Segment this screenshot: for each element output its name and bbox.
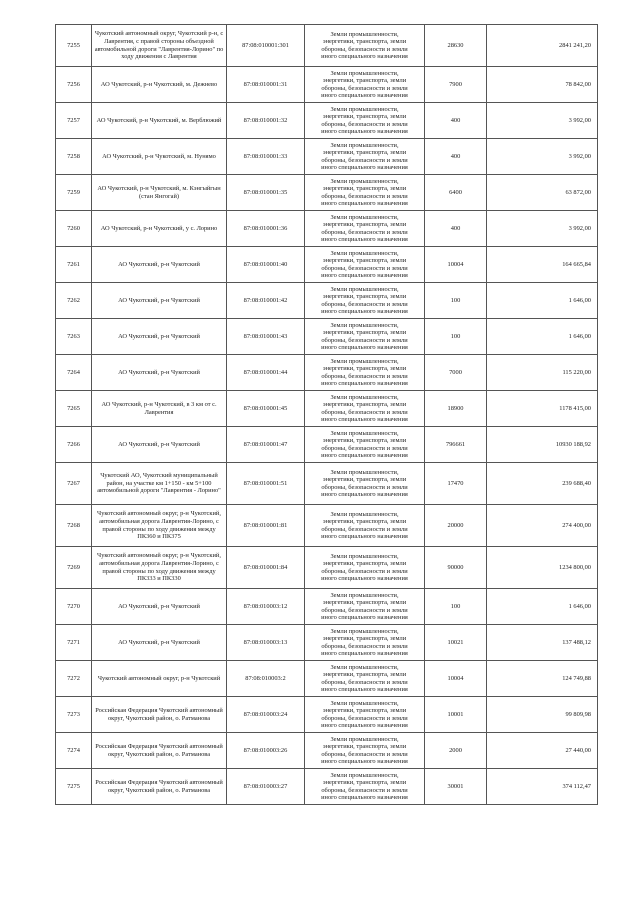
cadastral-cost-cell: 3 992,00 [487,139,598,175]
address-cell: АО Чукотский, р-н Чукотский, м. Нунямо [92,139,227,175]
land-category-line: иного специального назначения [321,91,408,99]
cadastral-cost-cell: 374 112,47 [487,769,598,805]
land-category-line: иного специального назначения [321,613,408,621]
address-cell: Чукотский автономный округ, р-н Чукотский [92,661,227,697]
row-number: 7272 [56,661,92,697]
table-row [56,355,598,391]
cadastral-number-cell: 87:08:010001:45 [227,391,305,427]
table-row [56,625,598,661]
row-number: 7257 [56,103,92,139]
row-number: 7264 [56,355,92,391]
address-cell: АО Чукотский, р-н Чукотский [92,427,227,463]
address-cell: Российская Федерация Чукотский автономный округ, Чукотский район, о. Ратманова [92,769,227,805]
cadastral-cost-cell: 27 440,00 [487,733,598,769]
land-category-line: обороны, безопасности и земли [321,714,408,722]
row-number: 7275 [56,769,92,805]
row-number: 7260 [56,211,92,247]
land-category-line: Земли промышленности, [330,321,399,329]
land-category-line: иного специального назначения [321,685,408,693]
land-category-line: энергетики, транспорта, земли [322,476,407,484]
cadastral-cost-cell: 3 992,00 [487,103,598,139]
area-cell: 30001 [425,769,487,805]
land-category-line: энергетики, транспорта, земли [322,149,407,157]
cadastral-number-cell: 87:08:010001:81 [227,505,305,547]
land-category-line: обороны, безопасности и земли [321,156,408,164]
land-category-line: энергетики, транспорта, земли [322,518,407,526]
area-cell: 18900 [425,391,487,427]
area-cell: 796661 [425,427,487,463]
cadastral-number-cell: 87:08:010003:2 [227,661,305,697]
table-row [56,697,598,733]
land-category-line: иного специального назначения [321,649,408,657]
land-category-line: Земли промышленности, [330,663,399,671]
address-cell: АО Чукотский, р-н Чукотский, м. Верблюжий [92,103,227,139]
cadastral-number-cell: 87:08:010001:84 [227,547,305,589]
land-category-line: Земли промышленности, [330,30,399,38]
cadastral-cost-cell: 2841 241,20 [487,25,598,67]
land-category-line: энергетики, транспорта, земли [322,329,407,337]
land-category-line: обороны, безопасности и земли [321,45,408,53]
table-row [56,103,598,139]
land-category-line: обороны, безопасности и земли [321,228,408,236]
land-category-line: Земли промышленности, [330,699,399,707]
land-category-cell [305,463,425,505]
land-category-line: иного специального назначения [321,199,408,207]
land-category-line: энергетики, транспорта, земли [322,38,407,46]
table-row [56,283,598,319]
row-number: 7274 [56,733,92,769]
land-category-line: Земли промышленности, [330,429,399,437]
area-cell: 400 [425,139,487,175]
land-category-line: Земли промышленности, [330,285,399,293]
row-number: 7271 [56,625,92,661]
cadastral-number-cell: 87:08:010001:51 [227,463,305,505]
cadastral-number-cell: 87:08:010001:42 [227,283,305,319]
area-cell: 17470 [425,463,487,505]
land-category-line: энергетики, транспорта, земли [322,707,407,715]
land-category-line: обороны, безопасности и земли [321,120,408,128]
address-cell: АО Чукотский, р-н Чукотский, м. Кэнгыйгын (стан Янгогай) [92,175,227,211]
row-number: 7268 [56,505,92,547]
land-category-line: Земли промышленности, [330,213,399,221]
cadastral-number-cell: 87:08:010001:44 [227,355,305,391]
land-category-cell [305,355,425,391]
land-category-line: иного специального назначения [321,574,408,582]
land-category-line: энергетики, транспорта, земли [322,113,407,121]
area-cell: 10001 [425,697,487,733]
land-category-line: иного специального назначения [321,343,408,351]
address-cell: Российская Федерация Чукотский автономный округ, Чукотский район, о. Ратманова [92,697,227,733]
land-category-line: энергетики, транспорта, земли [322,257,407,265]
row-number: 7261 [56,247,92,283]
land-category-cell [305,139,425,175]
land-category-line: иного специального назначения [321,532,408,540]
cadastral-cost-cell: 124 749,88 [487,661,598,697]
land-category-line: иного специального назначения [321,271,408,279]
land-category-cell [305,175,425,211]
cadastral-number-cell: 87:08:010001:47 [227,427,305,463]
table-row [56,505,598,547]
table-row [56,547,598,589]
area-cell: 400 [425,103,487,139]
land-category-line: энергетики, транспорта, земли [322,185,407,193]
cadastral-number-cell: 87:08:010003:12 [227,589,305,625]
cadastral-number-cell: 87:08:010001:35 [227,175,305,211]
area-cell: 400 [425,211,487,247]
row-number: 7263 [56,319,92,355]
cadastral-cost-cell: 137 488,12 [487,625,598,661]
address-cell: Чукотский АО, Чукотский муниципальный район, на участке км 1+150 - км 5+100 автомобильной дороги "Лаврентия - Лорино" [92,463,227,505]
address-cell: АО Чукотский, р-н Чукотский, в 3 км от с. Лаврентия [92,391,227,427]
land-category-line: Земли промышленности, [330,627,399,635]
cadastral-cost-cell: 1 646,00 [487,589,598,625]
land-category-line: обороны, безопасности и земли [321,483,408,491]
cadastral-number-cell: 87:08:010001:33 [227,139,305,175]
land-category-cell [305,103,425,139]
area-cell: 90000 [425,547,487,589]
address-cell: АО Чукотский, р-н Чукотский [92,589,227,625]
land-category-line: обороны, безопасности и земли [321,372,408,380]
land-category-line: энергетики, транспорта, земли [322,635,407,643]
land-category-line: обороны, безопасности и земли [321,786,408,794]
land-category-line: иного специального назначения [321,490,408,498]
land-category-cell [305,769,425,805]
area-cell: 100 [425,319,487,355]
area-cell: 6400 [425,175,487,211]
table-row [56,247,598,283]
land-category-line: Земли промышленности, [330,468,399,476]
land-category-line: обороны, безопасности и земли [321,678,408,686]
cadastral-cost-cell: 1178 415,00 [487,391,598,427]
cadastral-number-cell: 87:08:010003:24 [227,697,305,733]
address-cell: Чукотский автономный округ, р-н Чукотский, автомобильная дорога Лаврентия-Лорино, с правой стороны по ходу движения между ПК360 и ПК375 [92,505,227,547]
address-cell: АО Чукотский, р-н Чукотский [92,319,227,355]
table-body [56,25,598,805]
land-category-line: иного специального назначения [321,235,408,243]
cadastral-cost-cell: 1 646,00 [487,283,598,319]
row-number: 7267 [56,463,92,505]
land-category-line: Земли промышленности, [330,177,399,185]
land-category-line: обороны, безопасности и земли [321,525,408,533]
area-cell: 7000 [425,355,487,391]
land-category-line: обороны, безопасности и земли [321,444,408,452]
address-cell: Российская Федерация Чукотский автономный округ, Чукотский район, о. Ратманова [92,733,227,769]
cadastral-number-cell: 87:08:010001:32 [227,103,305,139]
land-category-line: Земли промышленности, [330,735,399,743]
area-cell: 10004 [425,247,487,283]
cadastral-number-cell: 87:08:010001:31 [227,67,305,103]
table-row [56,25,598,67]
area-cell: 20000 [425,505,487,547]
land-category-line: иного специального назначения [321,757,408,765]
table-row [56,769,598,805]
land-category-line: обороны, безопасности и земли [321,84,408,92]
land-category-line: иного специального назначения [321,163,408,171]
area-cell: 7900 [425,67,487,103]
land-category-line: иного специального назначения [321,52,408,60]
cadastral-number-cell: 87:08:010001:36 [227,211,305,247]
row-number: 7269 [56,547,92,589]
row-number: 7262 [56,283,92,319]
address-cell: АО Чукотский, р-н Чукотский [92,355,227,391]
address-cell: АО Чукотский, р-н Чукотский [92,283,227,319]
land-registry-sheet [55,24,597,805]
land-category-line: Земли промышленности, [330,249,399,257]
cadastral-cost-cell: 3 992,00 [487,211,598,247]
land-category-line: обороны, безопасности и земли [321,408,408,416]
land-category-line: обороны, безопасности и земли [321,192,408,200]
table-row [56,211,598,247]
land-category-line: иного специального назначения [321,379,408,387]
table-row [56,175,598,211]
land-category-line: энергетики, транспорта, земли [322,599,407,607]
land-category-line: энергетики, транспорта, земли [322,437,407,445]
area-cell: 2000 [425,733,487,769]
land-category-line: Земли промышленности, [330,141,399,149]
land-category-line: энергетики, транспорта, земли [322,293,407,301]
land-category-line: энергетики, транспорта, земли [322,671,407,679]
row-number: 7270 [56,589,92,625]
land-category-line: энергетики, транспорта, земли [322,401,407,409]
land-category-line: иного специального назначения [321,451,408,459]
cadastral-cost-cell: 63 872,00 [487,175,598,211]
cadastral-cost-cell: 274 400,00 [487,505,598,547]
land-category-line: Земли промышленности, [330,393,399,401]
land-category-line: иного специального назначения [321,721,408,729]
table-row [56,427,598,463]
table-row [56,391,598,427]
table-row [56,733,598,769]
land-category-cell [305,547,425,589]
row-number: 7266 [56,427,92,463]
land-category-cell [305,625,425,661]
land-category-line: иного специального назначения [321,415,408,423]
land-category-line: Земли промышленности, [330,105,399,113]
land-category-line: энергетики, транспорта, земли [322,743,407,751]
cadastral-number-cell: 87:08:010003:26 [227,733,305,769]
cadastral-cost-cell: 99 809,98 [487,697,598,733]
land-category-line: иного специального назначения [321,307,408,315]
land-category-cell [305,505,425,547]
land-category-line: обороны, безопасности и земли [321,567,408,575]
table-row [56,67,598,103]
area-cell: 10004 [425,661,487,697]
address-cell: АО Чукотский, р-н Чукотский, м. Дежнево [92,67,227,103]
land-category-cell [305,589,425,625]
row-number: 7265 [56,391,92,427]
land-category-cell [305,697,425,733]
land-category-line: энергетики, транспорта, земли [322,560,407,568]
land-category-cell [305,391,425,427]
land-category-line: энергетики, транспорта, земли [322,779,407,787]
land-category-line: Земли промышленности, [330,69,399,77]
address-cell: Чукотский автономный округ, Чукотский р-н, с Лаврентия, с правой стороны объездной автомобильной дороги "Лаврентия-Лорино" по ходу движения с Лаврентия [92,25,227,67]
cadastral-cost-cell: 1 646,00 [487,319,598,355]
area-cell: 100 [425,589,487,625]
cadastral-cost-cell: 78 842,00 [487,67,598,103]
land-category-cell [305,319,425,355]
land-category-line: Земли промышленности, [330,591,399,599]
cadastral-number-cell: 87:08:010001:40 [227,247,305,283]
land-category-line: обороны, безопасности и земли [321,606,408,614]
row-number: 7255 [56,25,92,67]
row-number: 7256 [56,67,92,103]
land-category-cell [305,247,425,283]
cadastral-cost-cell: 115 220,00 [487,355,598,391]
cadastral-cost-cell: 164 665,84 [487,247,598,283]
land-category-line: Земли промышленности, [330,552,399,560]
address-cell: АО Чукотский, р-н Чукотский [92,625,227,661]
table-row [56,139,598,175]
cadastral-number-cell: 87:08:010001:43 [227,319,305,355]
land-category-cell [305,733,425,769]
address-cell: АО Чукотский, р-н Чукотский, у с. Лорино [92,211,227,247]
table-row [56,463,598,505]
land-category-line: Земли промышленности, [330,771,399,779]
land-category-cell [305,283,425,319]
land-category-line: энергетики, транспорта, земли [322,365,407,373]
address-cell: Чукотский автономный округ, р-н Чукотский, автомобильная дорога Лаврентия-Лорино, с правой стороны по ходу движения между ПК333 и ПК330 [92,547,227,589]
table-row [56,661,598,697]
land-category-line: энергетики, транспорта, земли [322,221,407,229]
land-category-line: обороны, безопасности и земли [321,300,408,308]
cadastral-number-cell: 87:08:010001:301 [227,25,305,67]
cadastral-cost-cell: 1234 800,00 [487,547,598,589]
table-row [56,319,598,355]
land-category-line: обороны, безопасности и земли [321,336,408,344]
land-category-line: иного специального назначения [321,793,408,801]
row-number: 7273 [56,697,92,733]
land-category-line: обороны, безопасности и земли [321,642,408,650]
table-row [56,589,598,625]
land-category-line: обороны, безопасности и земли [321,750,408,758]
land-category-cell [305,661,425,697]
land-category-cell [305,427,425,463]
area-cell: 10021 [425,625,487,661]
land-category-line: Земли промышленности, [330,357,399,365]
area-cell: 28630 [425,25,487,67]
land-registry-table [55,24,598,805]
land-category-line: иного специального назначения [321,127,408,135]
address-cell: АО Чукотский, р-н Чукотский [92,247,227,283]
cadastral-cost-cell: 239 688,40 [487,463,598,505]
area-cell: 100 [425,283,487,319]
land-category-cell [305,67,425,103]
land-category-line: обороны, безопасности и земли [321,264,408,272]
land-category-line: Земли промышленности, [330,510,399,518]
cadastral-number-cell: 87:08:010003:13 [227,625,305,661]
land-category-cell [305,25,425,67]
land-category-line: энергетики, транспорта, земли [322,77,407,85]
land-category-cell [305,211,425,247]
cadastral-number-cell: 87:08:010003:27 [227,769,305,805]
cadastral-cost-cell: 10930 188,92 [487,427,598,463]
row-number: 7258 [56,139,92,175]
row-number: 7259 [56,175,92,211]
